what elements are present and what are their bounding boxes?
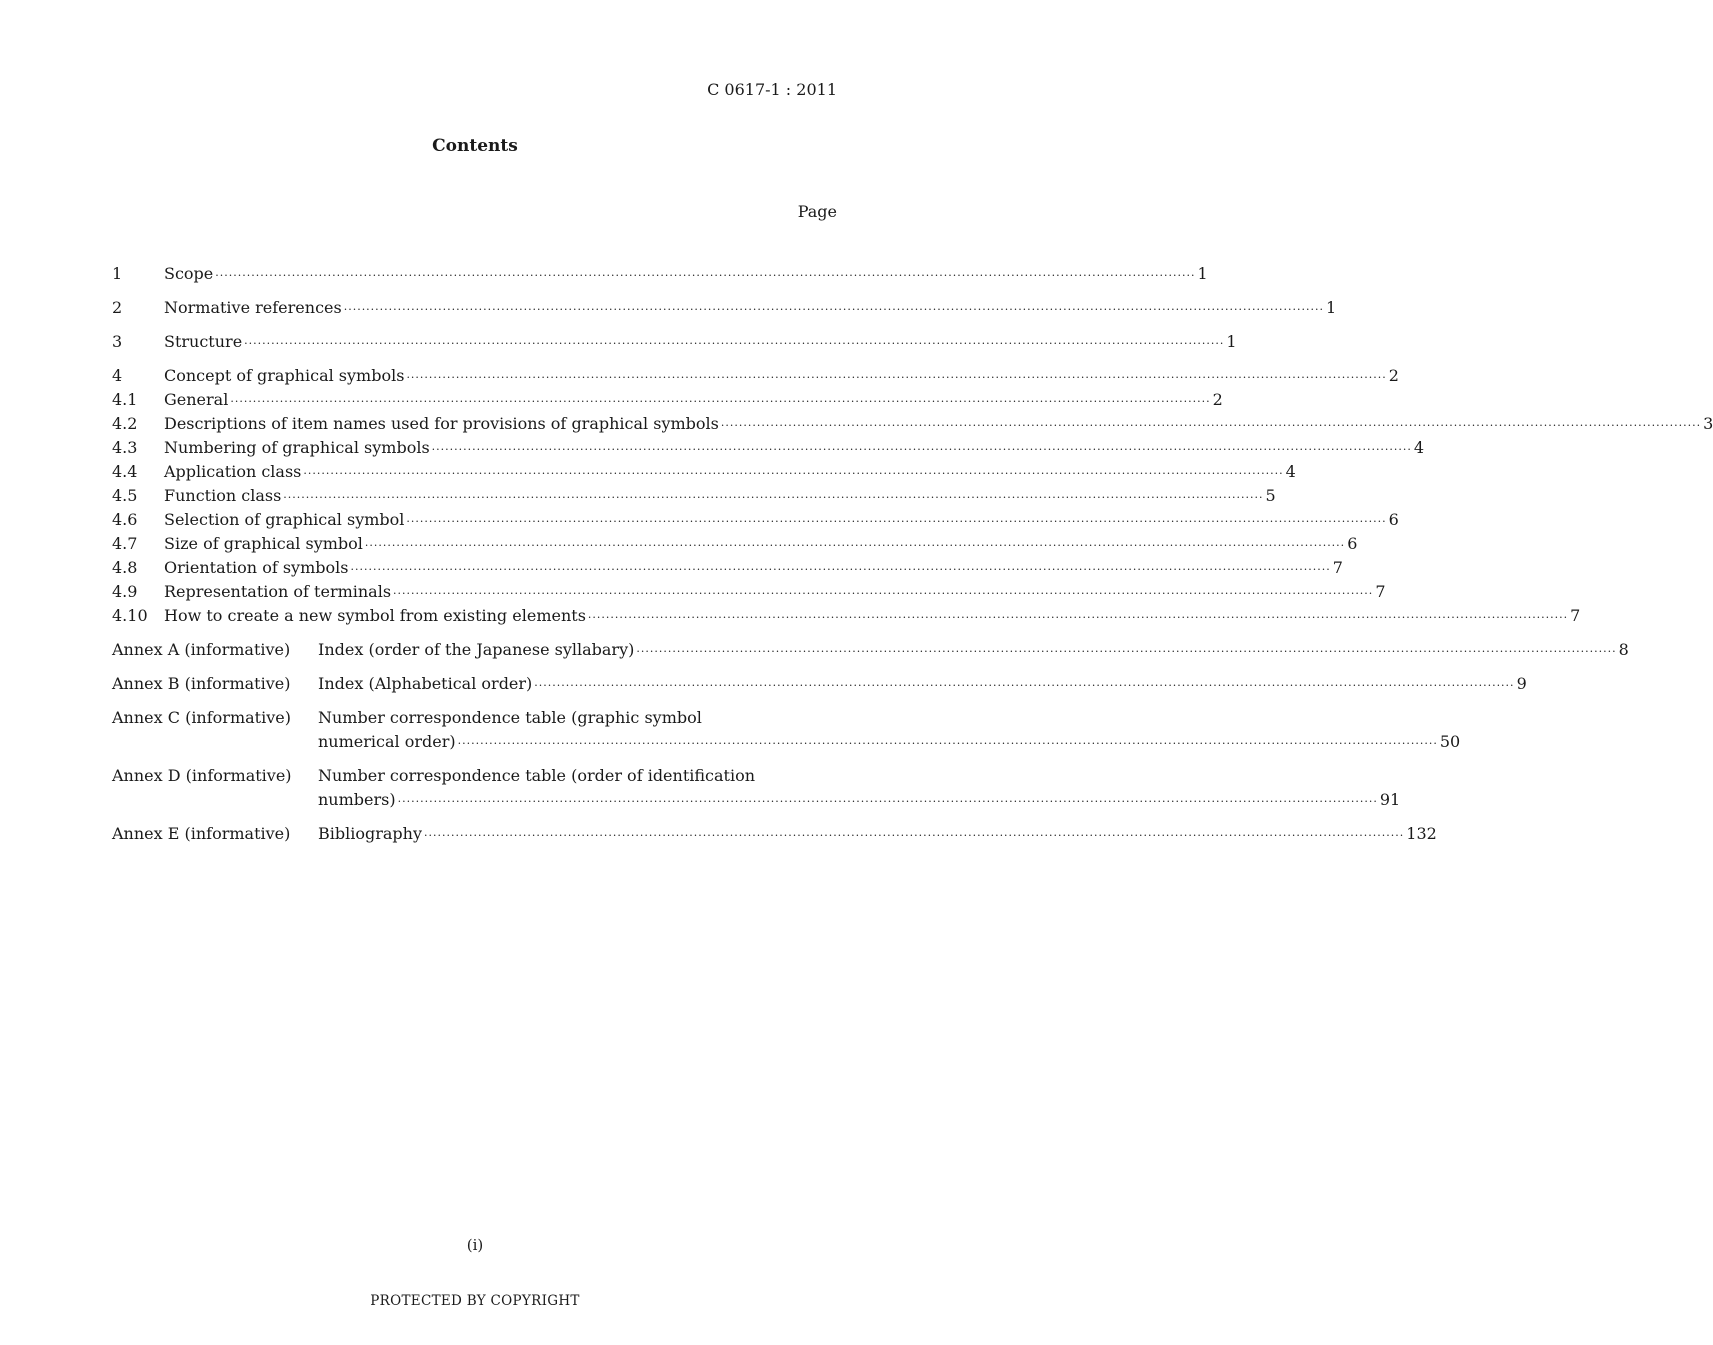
annex-title: Index (Alphabetical order): [318, 674, 533, 693]
dot-leader: [283, 486, 1263, 510]
annex-label: Annex A (informative): [112, 640, 291, 659]
toc-page: 1: [1325, 298, 1337, 317]
dot-leader: [588, 606, 1568, 630]
toc-entry[interactable]: [112, 580, 1386, 604]
toc-page: 8: [1618, 640, 1629, 659]
toc-page: 6: [1388, 510, 1399, 529]
toc-number: 4.6: [112, 510, 138, 529]
toc-page: 7: [1375, 582, 1386, 601]
toc-number: 4.9: [112, 582, 138, 601]
annex-title: Index (order of the Japanese syllabary): [318, 640, 635, 659]
dot-leader: [365, 534, 1345, 558]
toc-annex-entry[interactable]: [112, 672, 1527, 696]
toc-entry[interactable]: [112, 330, 1237, 354]
copyright-notice: PROTECTED BY COPYRIGHT: [370, 1293, 580, 1309]
footer-page-number: (i): [466, 1236, 484, 1254]
toc-entry[interactable]: [112, 556, 1343, 580]
toc-number: 4.2: [112, 414, 138, 433]
toc-number: 4.1: [112, 390, 138, 409]
annex-label: Annex B (informative): [112, 674, 291, 693]
toc-title: Representation of terminals: [164, 582, 392, 601]
dot-leader: [424, 824, 1404, 848]
toc-annex-entry[interactable]: [112, 822, 1437, 846]
toc-page: 2: [1212, 390, 1223, 409]
toc-number: 4.8: [112, 558, 138, 577]
toc-title: Structure: [164, 332, 243, 351]
toc-entry[interactable]: [112, 484, 1276, 508]
dot-leader: [393, 582, 1373, 606]
toc-page: 132: [1406, 824, 1437, 843]
toc-annex-entry[interactable]: [112, 764, 1401, 812]
toc-number: 1: [112, 264, 123, 283]
toc-page: 4: [1285, 462, 1296, 481]
annex-title-line1: Number correspondence table (graphic symbol: [318, 708, 702, 727]
dot-leader: [432, 438, 1412, 462]
toc-entry[interactable]: [112, 508, 1399, 532]
toc-entry[interactable]: [112, 460, 1296, 484]
dot-leader: [534, 674, 1514, 698]
table-of-contents: [112, 262, 1713, 846]
annex-label: Annex C (informative): [112, 708, 291, 727]
toc-page: 7: [1332, 558, 1343, 577]
toc-annex-entry[interactable]: [112, 706, 1461, 754]
dot-leader: [303, 462, 1283, 486]
annex-title: Bibliography: [318, 824, 422, 843]
toc-title: Normative references: [164, 298, 342, 317]
toc-title: How to create a new symbol from existing elements: [164, 606, 586, 625]
toc-title: Selection of graphical symbol: [164, 510, 405, 529]
toc-entry[interactable]: [112, 388, 1223, 412]
toc-number: 3: [112, 332, 123, 351]
annex-title-line2: numerical order): [318, 732, 456, 751]
page-column-header: Page: [797, 202, 837, 221]
toc-number: 4.10: [112, 606, 148, 625]
toc-page: 4: [1413, 438, 1425, 457]
toc-number: 4.5: [112, 486, 138, 505]
toc-entry[interactable]: [112, 364, 1399, 388]
dot-leader: [636, 640, 1616, 664]
toc-entry[interactable]: [112, 436, 1425, 460]
toc-page: 3: [1703, 414, 1713, 433]
dot-leader: [244, 332, 1224, 356]
toc-title: Application class: [164, 462, 302, 481]
toc-entry[interactable]: [112, 412, 1713, 436]
toc-title: Numbering of graphical symbols: [164, 438, 430, 457]
toc-entry[interactable]: [112, 262, 1208, 286]
toc-title: Scope: [164, 264, 214, 283]
toc-page: 91: [1379, 790, 1401, 809]
toc-page: 1: [1226, 332, 1237, 351]
annex-title-line2: numbers): [318, 790, 396, 809]
toc-number: 4: [112, 366, 123, 385]
toc-title: General: [164, 390, 229, 409]
dot-leader: [406, 510, 1386, 534]
toc-page: 50: [1439, 732, 1461, 751]
dot-leader: [215, 264, 1195, 288]
toc-page: 6: [1347, 534, 1358, 553]
dot-leader: [230, 390, 1210, 414]
toc-page: 1: [1197, 264, 1208, 283]
annex-title-line1: Number correspondence table (order of identification: [318, 766, 756, 785]
dot-leader: [406, 366, 1386, 390]
document-id: C 0617-1 : 2011: [707, 80, 837, 99]
toc-page: 5: [1265, 486, 1276, 505]
page-title: Contents: [432, 136, 518, 156]
dot-leader: [458, 732, 1438, 756]
toc-entry[interactable]: [112, 532, 1358, 556]
toc-page: 9: [1516, 674, 1527, 693]
toc-number: 2: [112, 298, 123, 317]
toc-page: 2: [1388, 366, 1399, 385]
dot-leader: [398, 790, 1378, 814]
toc-entry[interactable]: [112, 604, 1581, 628]
annex-label: Annex D (informative): [112, 766, 292, 785]
toc-page: 7: [1570, 606, 1581, 625]
toc-title: Descriptions of item names used for provisions of graphical symbols: [164, 414, 719, 433]
annex-label: Annex E (informative): [112, 824, 291, 843]
dot-leader: [350, 558, 1330, 582]
toc-title: Size of graphical symbol: [164, 534, 363, 553]
toc-number: 4.4: [112, 462, 138, 481]
toc-title: Orientation of symbols: [164, 558, 349, 577]
toc-title: Concept of graphical symbols: [164, 366, 405, 385]
toc-number: 4.3: [112, 438, 138, 457]
toc-title: Function class: [164, 486, 282, 505]
toc-annex-entry[interactable]: [112, 638, 1629, 662]
toc-entry[interactable]: [112, 296, 1337, 320]
dot-leader: [344, 298, 1324, 322]
toc-number: 4.7: [112, 534, 138, 553]
dot-leader: [721, 414, 1701, 438]
